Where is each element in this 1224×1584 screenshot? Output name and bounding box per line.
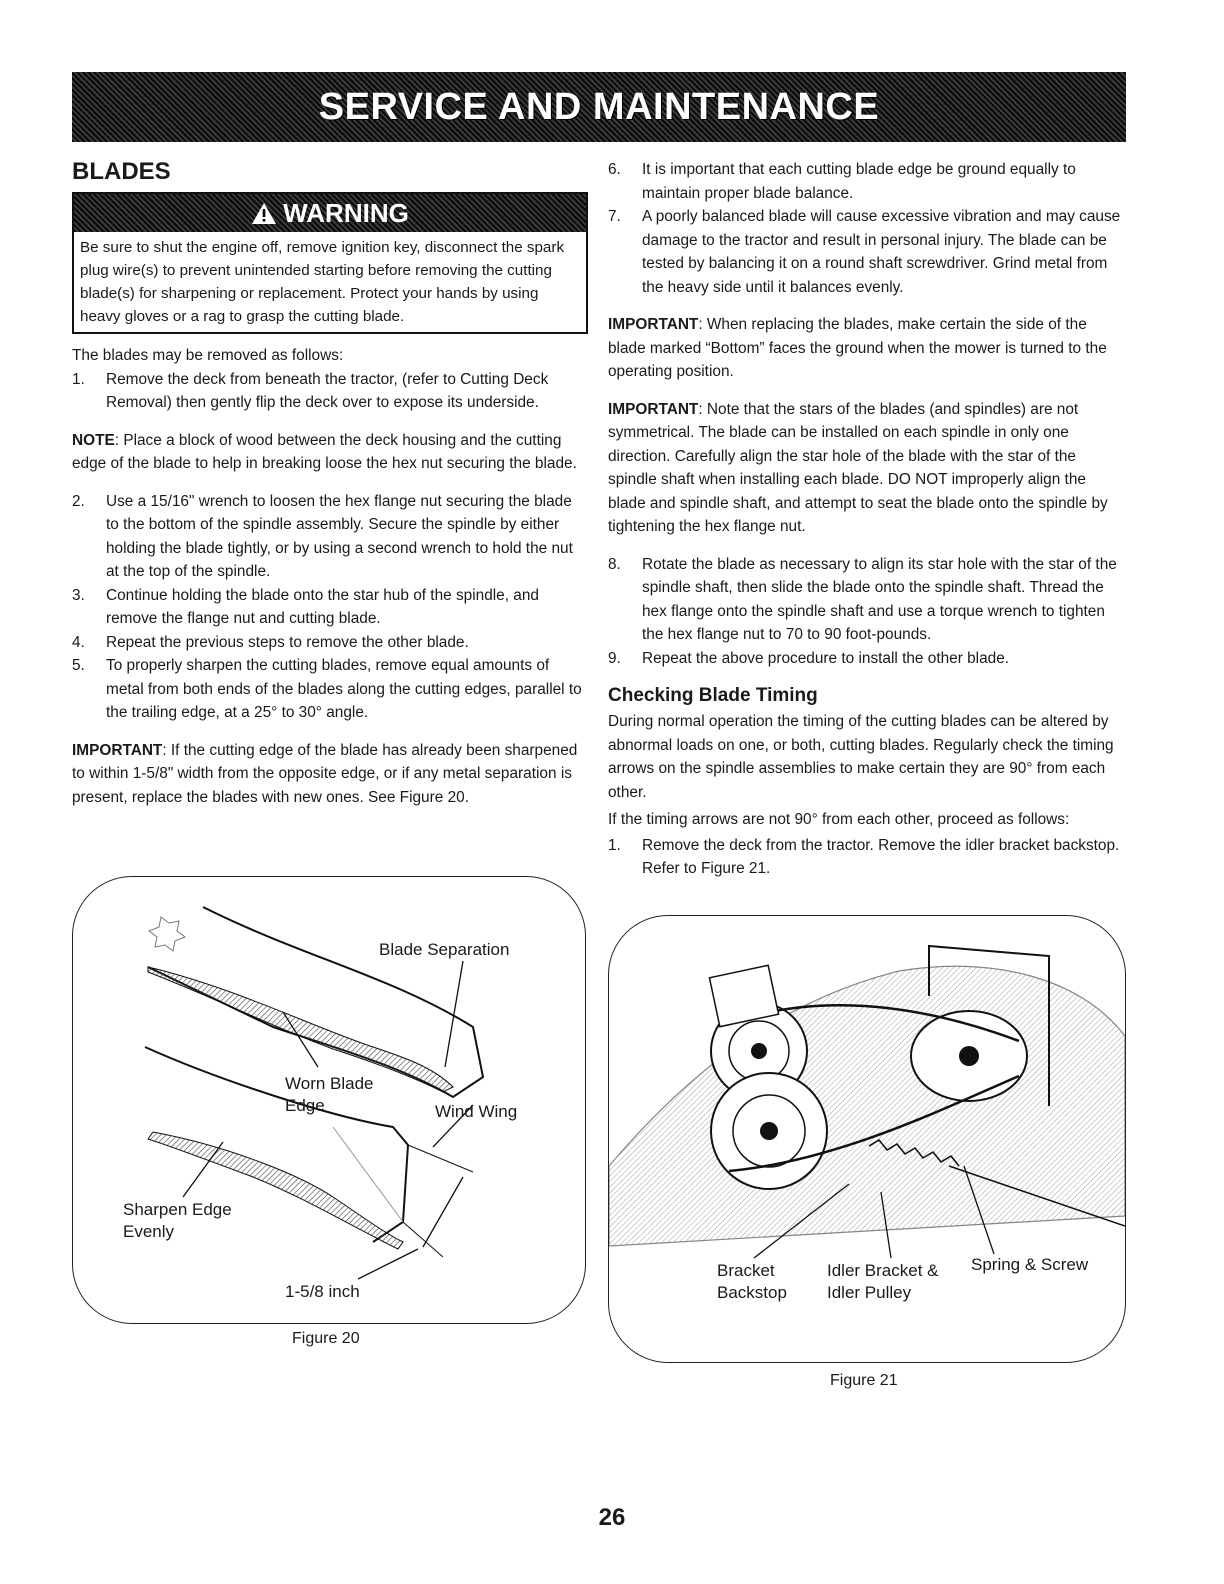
warning-heading: WARNING [283,197,409,228]
timing-paragraph-1: During normal operation the timing of the cutting blades can be altered by abnormal loads on one, or both, cutting blades. Regularly check the timing arrows on the spindle assemblies to make certain they are 90° from each other. [608,713,1114,801]
list-item: 7. A poorly balanced blade will cause excessive vibration and may cause damage to the tractor and result in personal injury. The blade can be tested by balancing it on a round shaft screwdriver. Grind metal from the heavy side until it balances evenly. [608,208,1121,296]
steps-list-d [608,553,1124,671]
page-number: 26 [598,1504,626,1531]
subsection-title-timing: Checking Blade Timing [608,685,818,706]
timing-paragraph-2: If the timing arrows are not 90° from each other, proceed as follows: [608,811,1070,828]
star-hole-icon [149,917,185,951]
timing-steps-list [608,834,1124,881]
figure-20-caption: Figure 20 [292,1330,360,1347]
label-sharpen-edge: Sharpen Edge Evenly [123,1200,232,1241]
warning-text: Be sure to shut the engine off, remove ignition key, disconnect the spark plug wire(s) to prevent unintended starting before removing the cutting blade(s) for sharpening or replacement. Protect your hands by using heavy gloves or a rag to grasp the cutting blade. [80,239,565,325]
warning-box [72,192,588,334]
list-item: 4. Repeat the previous steps to remove the other blade. [72,633,469,651]
label-width: 1-5/8 inch [285,1282,360,1301]
label-wind-wing: Wind Wing [435,1102,518,1121]
label-blade-separation: Blade Separation [379,940,510,959]
list-item: 2. Use a 15/16" wrench to loosen the hex flange nut securing the blade to the bottom of the spindle assembly. Secure the spindle by either holding the blade tightly, or by using a second wrench to hold the nut at the top of the spindle. [72,492,573,580]
figure-21-deck-diagram [608,915,1126,1363]
figure-20-blade-diagram [72,876,586,1324]
steps-list-a [72,368,588,415]
list-item: 9. Repeat the above procedure to install the other blade. [608,649,1010,667]
banner-title: SERVICE AND MAINTENANCE [318,85,880,128]
important-paragraph-3: IMPORTANT: Note that the stars of the blades (and spindles) are not symmetrical. The blade can be installed on each spindle in only one direction. Carefully align the star hole of the blade with the star of the spindle shaft when installing each blade. DO NOT improperly align the blade and spindle shaft, and attempt to seat the blade onto the spindle by tightening the hex flange nut. [608,400,1108,535]
list-item: 8. Rotate the blade as necessary to align its star hole with the star of the spindle shaft, then slide the blade onto the spindle shaft. Thread the hex flange onto the spindle shaft and use a torque wrench to tighten the hex flange nut to 70 to 90 foot-pounds. [608,555,1117,643]
figure-21-caption: Figure 21 [830,1372,898,1389]
list-item: 6. It is important that each cutting blade edge be ground equally to maintain proper blade balance. [608,161,1076,202]
section-title-blades: BLADES [72,158,171,185]
note-paragraph: NOTE: Place a block of wood between the deck housing and the cutting edge of the blade to help in breaking loose the hex nut securing the blade. [72,431,577,472]
list-item: 5. To properly sharpen the cutting blades, remove equal amounts of metal from both ends of the blades along the cutting edges, parallel to the trailing edge, at a 25° to 30° angle. [72,657,582,721]
steps-list-b [72,490,588,725]
important-paragraph-2: IMPORTANT: When replacing the blades, make certain the side of the blade marked “Bottom” faces the ground when the mower is turned to the operating position. [608,316,1107,380]
left-column [72,158,588,823]
right-column [608,158,1124,895]
list-item: 3. Continue holding the blade onto the star hub of the spindle, and remove the flange nut and cutting blade. [72,586,539,627]
warning-header [74,194,586,232]
list-item: 1. Remove the deck from the tractor. Remove the idler bracket backstop. Refer to Figure 21. [608,836,1120,877]
label-spring-screw: Spring & Screw [971,1255,1089,1274]
list-item: 1. Remove the deck from beneath the tractor, (refer to Cutting Deck Removal) then gently flip the deck over to expose its underside. [72,370,549,411]
warning-triangle-icon [251,202,277,225]
page-banner [72,72,1126,142]
label-idler-bracket: Idler Bracket & Idler Pulley [827,1261,939,1302]
intro-text: The blades may be removed as follows: [72,347,344,364]
important-paragraph-1: IMPORTANT: If the cutting edge of the blade has already been sharpened to within 1-5/8" width from the opposite edge, or if any metal separation is present, replace the blades with new ones. See Figure 20. [72,741,578,806]
label-worn-blade-edge: Worn Blade Edge [285,1074,374,1115]
steps-list-c [608,158,1124,299]
label-bracket-backstop: Bracket Backstop [717,1261,787,1302]
